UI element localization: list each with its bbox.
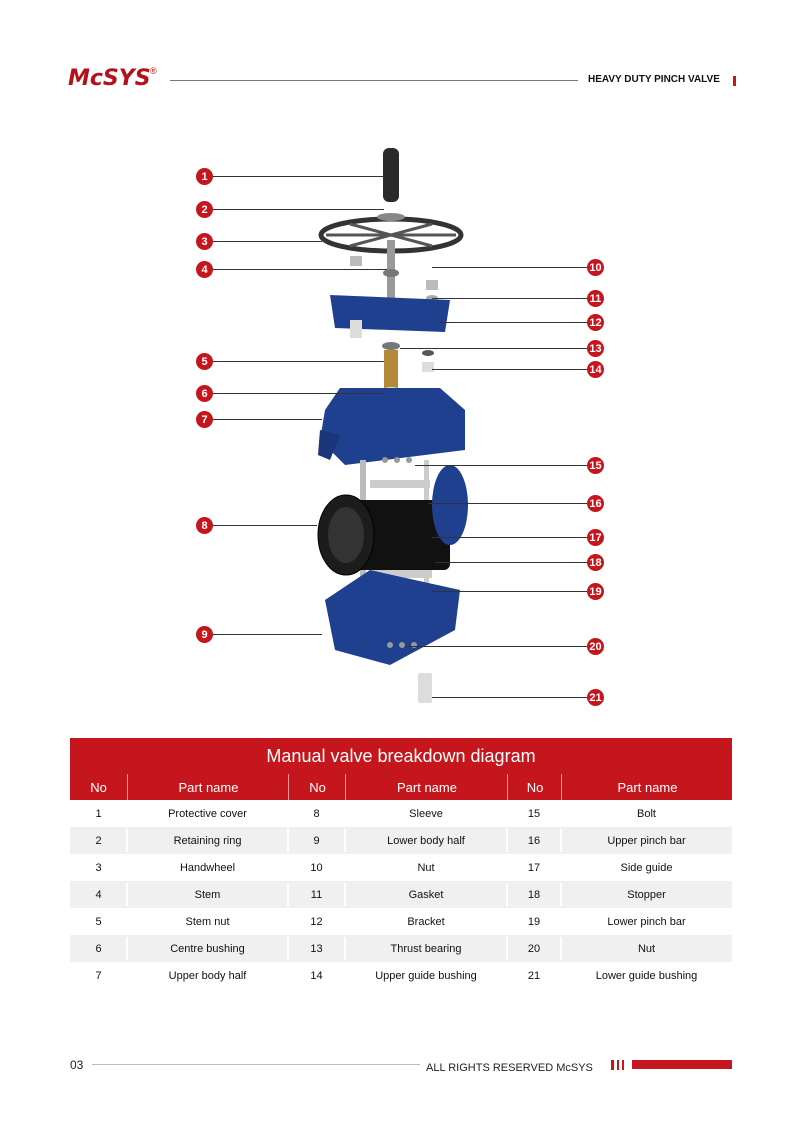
cell-no: 3	[95, 861, 102, 874]
cell-part: Stem nut	[185, 915, 230, 928]
cell-no: 13	[310, 942, 323, 955]
callout-8: 8	[196, 517, 213, 534]
cell-no: 6	[95, 942, 102, 955]
cell-part: Handwheel	[179, 861, 236, 874]
cell-no: 10	[310, 861, 323, 874]
cell-no: 4	[95, 888, 102, 901]
cell-no: 21	[527, 969, 541, 982]
callout-13: 13	[587, 340, 604, 357]
cell-no: 8	[313, 807, 320, 820]
cell-no: 7	[95, 969, 102, 982]
cell-part: Centre bushing	[170, 942, 245, 955]
callout-15: 15	[587, 457, 604, 474]
cell-no: 2	[95, 834, 102, 847]
cell-part: Protective cover	[168, 807, 247, 820]
bracket-shape	[330, 295, 450, 332]
table-row	[70, 827, 732, 854]
callout-20: 20	[587, 638, 604, 655]
table-header	[70, 774, 732, 800]
callout-14: 14	[587, 361, 604, 378]
cell-part: Lower guide bushing	[595, 969, 698, 982]
cell-part: Sleeve	[409, 807, 443, 820]
header-accent-bar	[733, 76, 736, 86]
cell-no: 16	[527, 834, 541, 847]
cell-no: 20	[527, 942, 541, 955]
cell-part: Stopper	[627, 888, 666, 901]
callout-9: 9	[196, 626, 213, 643]
cell-no: 15	[527, 807, 541, 820]
header-no-3: No	[507, 774, 562, 800]
cell-part: Nut	[417, 861, 435, 874]
table-row	[70, 854, 732, 881]
callout-6: 6	[196, 385, 213, 402]
header-part-name-1: Part name	[127, 774, 289, 800]
registered-mark: ®	[150, 66, 157, 76]
cell-part: Upper guide bushing	[375, 969, 477, 982]
cell-part: Thrust bearing	[390, 942, 462, 955]
callout-4: 4	[196, 261, 213, 278]
table-row	[70, 935, 732, 962]
callout-11: 11	[587, 290, 604, 307]
footer-accent-bar	[632, 1060, 732, 1069]
cell-part: Bolt	[637, 807, 656, 820]
header-no-1: No	[90, 779, 107, 795]
callout-17: 17	[587, 529, 604, 546]
cell-part: Bracket	[407, 915, 445, 928]
cell-no: 17	[527, 861, 541, 874]
cell-part: Gasket	[408, 888, 444, 901]
stem-nut-shape	[384, 350, 398, 388]
callout-1: 1	[196, 168, 213, 185]
page-number: 03	[70, 1058, 84, 1072]
cell-part: Upper body half	[168, 969, 247, 982]
callout-2: 2	[196, 201, 213, 218]
cell-no: 19	[527, 915, 541, 928]
upper-body-half-shape	[320, 388, 465, 465]
cell-part: Stem	[194, 888, 221, 901]
callout-12: 12	[587, 314, 604, 331]
cell-no: 1	[95, 807, 102, 820]
header-part-name-2: Part name	[345, 774, 508, 800]
cell-no: 5	[95, 915, 102, 928]
footer-divider	[92, 1064, 420, 1065]
callout-10: 10	[587, 259, 604, 276]
cell-part: Retaining ring	[173, 834, 242, 847]
callout-21: 21	[587, 689, 604, 706]
callout-7: 7	[196, 411, 213, 428]
valve-exploded-illustration	[300, 140, 480, 710]
header-no-2: No	[288, 774, 346, 800]
protective-cover-shape	[383, 148, 399, 202]
table-row	[70, 881, 732, 908]
footer-stripes-decoration	[611, 1060, 627, 1070]
cell-part: Lower pinch bar	[607, 915, 686, 928]
cell-part: Nut	[637, 942, 656, 955]
cell-no: 12	[310, 915, 323, 928]
table-row	[70, 800, 732, 827]
cell-no: 14	[310, 969, 323, 982]
callout-5: 5	[196, 353, 213, 370]
brand-logo: McSYS	[68, 66, 151, 91]
callout-16: 16	[587, 495, 604, 512]
header-divider	[170, 80, 578, 81]
table-row	[70, 962, 732, 989]
table-row	[70, 908, 732, 935]
lower-guide-bushing-shape	[418, 673, 432, 703]
lower-body-half-shape	[325, 570, 460, 665]
document-title: HEAVY DUTY PINCH VALVE	[588, 74, 720, 85]
table-title: Manual valve breakdown diagram	[70, 738, 732, 774]
cell-part: Lower body half	[387, 834, 465, 847]
cell-no: 9	[313, 834, 320, 847]
cell-no: 11	[310, 888, 323, 901]
cell-part: Upper pinch bar	[607, 834, 686, 847]
callout-18: 18	[587, 554, 604, 571]
callout-19: 19	[587, 583, 604, 600]
cell-part: Side guide	[620, 861, 673, 874]
cell-no: 18	[527, 888, 541, 901]
header-part-name-3: Part name	[561, 774, 733, 800]
copyright-text: ALL RIGHTS RESERVED McSYS	[426, 1062, 593, 1074]
callout-3: 3	[196, 233, 213, 250]
